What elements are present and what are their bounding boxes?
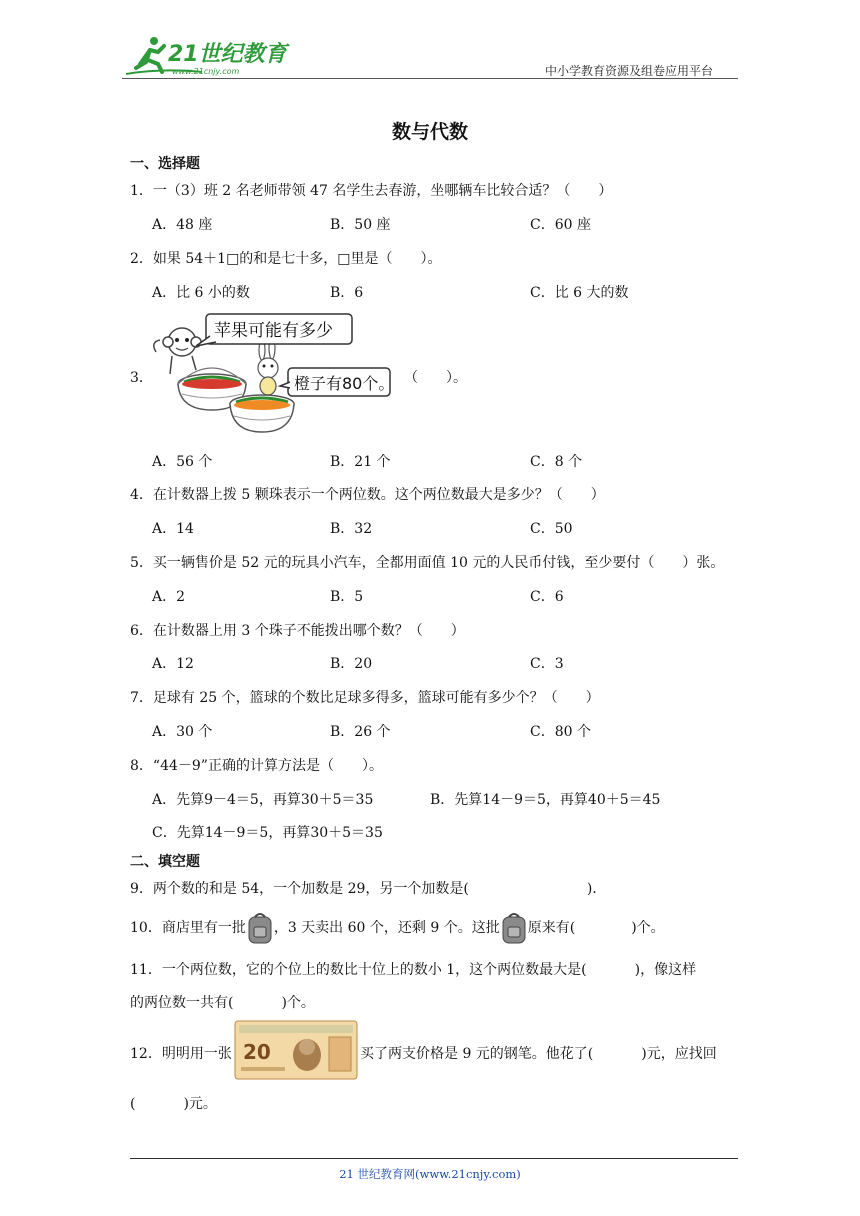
q3-illustration	[150, 312, 400, 437]
q3-option-a: A．56 个	[152, 454, 213, 470]
q8-option-c: C．先算14－9＝5，再算30＋5＝35	[152, 825, 383, 841]
q6-option-b: B．20	[330, 656, 373, 672]
q2-option-a: A．比 6 小的数	[152, 285, 250, 301]
q12-text-mid: 买了两支价格是 9 元的钢笔。他花了(	[360, 1046, 594, 1062]
q4-option-c: C．50	[530, 521, 573, 537]
q9-text: 9．两个数的和是 54，一个加数是 29，另一个加数是(	[130, 881, 469, 897]
q12-text-mid2: )元，应找回	[641, 1046, 717, 1062]
question-2: 2．如果 54＋1□的和是七十多，□里是（ ）。	[130, 251, 442, 267]
q8-option-b: B．先算14－9＝5，再算40＋5＝45	[430, 792, 661, 808]
q3-answer-paren: （ ）。	[404, 370, 467, 386]
question-11-line-2	[130, 992, 315, 1012]
q4-option-b: B．32	[330, 521, 373, 537]
q12-text-2: (	[130, 1096, 136, 1112]
question-5: 5．买一辆售价是 52 元的玩具小汽车，全都用面值 10 元的人民币付钱，至少要付（ ）张。	[130, 555, 725, 571]
monkey-icon	[154, 328, 201, 374]
q10-text-mid: ，3 天卖出 60 个，还剩 9 个。这批	[273, 920, 500, 936]
q6-option-c: C．3	[530, 656, 564, 672]
svg-text:橙子有80个。: 橙子有80个。	[294, 374, 395, 393]
header-platform-text: 中小学教育资源及组卷应用平台	[545, 64, 714, 78]
question-12-line-2	[130, 1093, 217, 1113]
section-choice-heading: 一、选择题	[130, 156, 200, 172]
q5-option-b: B．5	[330, 589, 364, 605]
footer-site-text: 21 世纪教育网(www.21cnjy.com)	[339, 1167, 521, 1181]
q12-text-end: )元。	[183, 1096, 217, 1112]
q4-option-a: A．14	[152, 521, 194, 537]
site-logo	[122, 34, 292, 78]
svg-text:www.21cnjy.com: www.21cnjy.com	[172, 67, 240, 76]
question-7: 7．足球有 25 个，篮球的个数比足球多得多，篮球可能有多少个？（ ）	[130, 690, 600, 706]
q1-option-a: A．48 座	[152, 217, 213, 233]
q3-option-b: B．21 个	[330, 454, 391, 470]
svg-text:21世纪教育: 21世纪教育	[168, 42, 287, 67]
question-6: 6．在计数器上用 3 个珠子不能拨出哪个数？（ ）	[130, 623, 465, 639]
section-fill-heading: 二、填空题	[130, 854, 200, 870]
svg-text:20: 20	[243, 1040, 271, 1064]
question-3-number: 3．	[130, 370, 153, 386]
header-divider	[122, 78, 738, 79]
q2-option-b: B．6	[330, 285, 364, 301]
q11-text-mid: )，像这样	[634, 962, 697, 978]
q5-option-c: C．6	[530, 589, 564, 605]
speech-bubble-apple	[196, 314, 352, 346]
q5-option-a: A．2	[152, 589, 186, 605]
q7-option-b: B．26 个	[330, 724, 391, 740]
footer-divider	[130, 1158, 738, 1159]
question-1: 1．一（3）班 2 名老师带领 47 名学生去春游，坐哪辆车比较合适？（ ）	[130, 183, 613, 199]
question-11-line-1	[130, 959, 696, 979]
q11-text-2: 的两位数一共有(	[130, 995, 234, 1011]
question-8: 8．“44－9”正确的计算方法是（ ）。	[130, 758, 383, 774]
backpack-icon	[246, 911, 274, 945]
q1-option-c: C．60 座	[530, 217, 591, 233]
q3-option-c: C．8 个	[530, 454, 583, 470]
q2-option-c: C．比 6 大的数	[530, 285, 629, 301]
question-4: 4．在计数器上拨 5 颗珠表示一个两位数。这个两位数最大是多少？（ ）	[130, 487, 605, 503]
backpack-icon-2	[500, 911, 528, 945]
q10-text-mid2: 原来有(	[527, 920, 576, 936]
speech-bubble-orange	[280, 368, 394, 396]
q8-option-a: A．先算9－4＝5，再算30＋5＝35	[152, 792, 374, 808]
q6-option-a: A．12	[152, 656, 194, 672]
q11-text-end: )个。	[281, 995, 315, 1011]
orange-basket-icon	[230, 395, 294, 432]
question-9	[130, 878, 606, 898]
rabbit-icon	[258, 337, 278, 395]
svg-text:苹果可能有多少: 苹果可能有多少	[214, 321, 333, 341]
q10-text-end: )个。	[631, 920, 665, 936]
q7-option-a: A．30 个	[152, 724, 213, 740]
q11-text: 11．一个两位数，它的个位上的数比十位上的数小 1，这个两位数最大是(	[130, 962, 587, 978]
banknote-20-icon	[233, 1019, 359, 1081]
q7-option-c: C．80 个	[530, 724, 591, 740]
q10-text: 10．商店里有一批	[130, 920, 246, 936]
question-12-line-1	[130, 1043, 717, 1063]
page-title: 数与代数	[391, 121, 468, 143]
q1-option-b: B．50 座	[330, 217, 391, 233]
q12-text: 12．明明用一张	[130, 1046, 232, 1062]
question-10	[130, 911, 665, 945]
q9-text-end: )．	[586, 881, 607, 897]
